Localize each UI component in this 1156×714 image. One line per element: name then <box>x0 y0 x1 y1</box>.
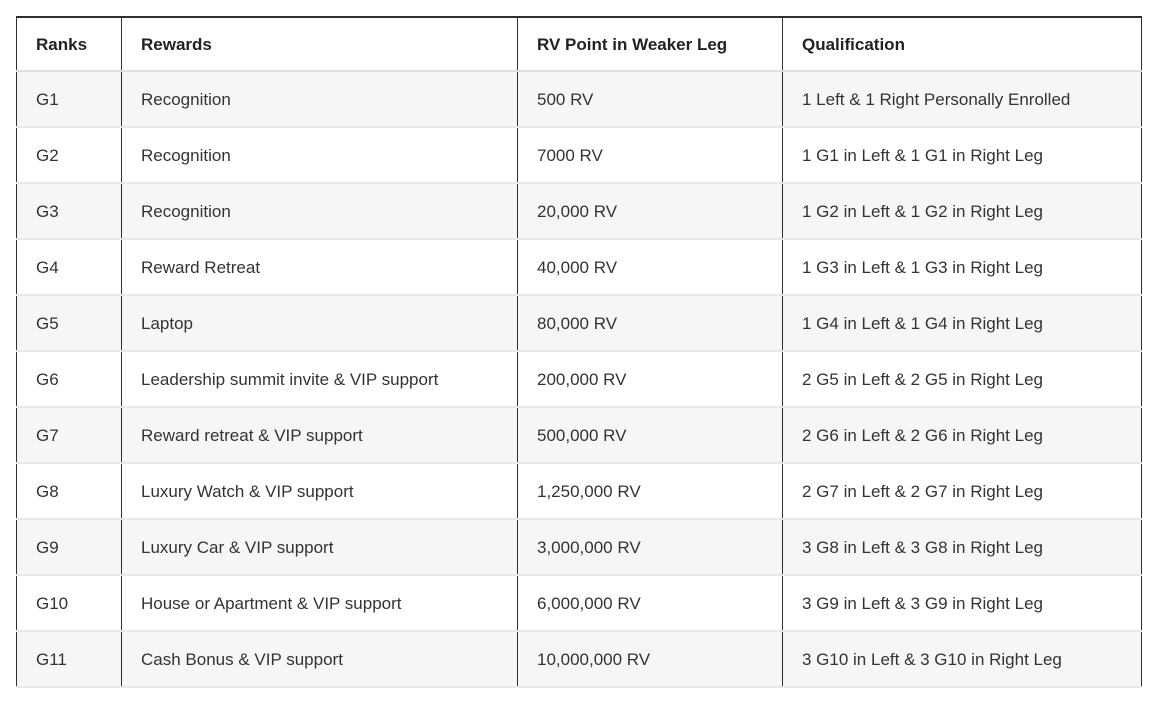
table-row <box>17 631 1142 687</box>
rv-point-cell: 500,000 RV <box>518 407 783 463</box>
qualification-cell: 2 G7 in Left & 2 G7 in Right Leg <box>783 463 1142 519</box>
rv-point-cell: 10,000,000 RV <box>518 631 783 687</box>
reward-cell: Recognition <box>122 71 518 127</box>
rank-cell: G4 <box>17 239 122 295</box>
table-row <box>17 71 1142 127</box>
reward-cell: Luxury Watch & VIP support <box>122 463 518 519</box>
qualification-cell: 3 G10 in Left & 3 G10 in Right Leg <box>783 631 1142 687</box>
table-row <box>17 575 1142 631</box>
reward-cell: Recognition <box>122 183 518 239</box>
reward-cell: House or Apartment & VIP support <box>122 575 518 631</box>
rank-cell: G3 <box>17 183 122 239</box>
rank-cell: G5 <box>17 295 122 351</box>
table-header-row <box>17 17 1142 71</box>
qualification-cell: 3 G9 in Left & 3 G9 in Right Leg <box>783 575 1142 631</box>
rank-cell: G7 <box>17 407 122 463</box>
rv-point-cell: 500 RV <box>518 71 783 127</box>
table-row <box>17 519 1142 575</box>
rank-cell: G11 <box>17 631 122 687</box>
qualification-cell: 1 G1 in Left & 1 G1 in Right Leg <box>783 127 1142 183</box>
rv-point-cell: 6,000,000 RV <box>518 575 783 631</box>
reward-cell: Luxury Car & VIP support <box>122 519 518 575</box>
reward-cell: Leadership summit invite & VIP support <box>122 351 518 407</box>
rank-cell: G1 <box>17 71 122 127</box>
table-row <box>17 183 1142 239</box>
rv-point-cell: 80,000 RV <box>518 295 783 351</box>
rv-point-cell: 1,250,000 RV <box>518 463 783 519</box>
reward-cell: Recognition <box>122 127 518 183</box>
qualification-cell: 1 G3 in Left & 1 G3 in Right Leg <box>783 239 1142 295</box>
qualification-cell: 2 G6 in Left & 2 G6 in Right Leg <box>783 407 1142 463</box>
ranks-rewards-table-container <box>16 16 1141 688</box>
table-row <box>17 127 1142 183</box>
rank-cell: G10 <box>17 575 122 631</box>
rank-cell: G9 <box>17 519 122 575</box>
column-header-ranks: Ranks <box>17 17 122 71</box>
column-header-rewards: Rewards <box>122 17 518 71</box>
column-header-qualification: Qualification <box>783 17 1142 71</box>
table-row <box>17 239 1142 295</box>
rv-point-cell: 200,000 RV <box>518 351 783 407</box>
rv-point-cell: 7000 RV <box>518 127 783 183</box>
qualification-cell: 1 G2 in Left & 1 G2 in Right Leg <box>783 183 1142 239</box>
reward-cell: Reward Retreat <box>122 239 518 295</box>
rank-cell: G2 <box>17 127 122 183</box>
rank-cell: G6 <box>17 351 122 407</box>
table-row <box>17 407 1142 463</box>
reward-cell: Cash Bonus & VIP support <box>122 631 518 687</box>
table-row <box>17 463 1142 519</box>
table-body <box>17 71 1142 687</box>
qualification-cell: 1 G4 in Left & 1 G4 in Right Leg <box>783 295 1142 351</box>
reward-cell: Reward retreat & VIP support <box>122 407 518 463</box>
qualification-cell: 2 G5 in Left & 2 G5 in Right Leg <box>783 351 1142 407</box>
rank-cell: G8 <box>17 463 122 519</box>
table-row <box>17 295 1142 351</box>
rv-point-cell: 20,000 RV <box>518 183 783 239</box>
rv-point-cell: 3,000,000 RV <box>518 519 783 575</box>
table-row <box>17 351 1142 407</box>
qualification-cell: 3 G8 in Left & 3 G8 in Right Leg <box>783 519 1142 575</box>
rv-point-cell: 40,000 RV <box>518 239 783 295</box>
column-header-rv-point: RV Point in Weaker Leg <box>518 17 783 71</box>
ranks-rewards-table <box>16 16 1142 688</box>
reward-cell: Laptop <box>122 295 518 351</box>
qualification-cell: 1 Left & 1 Right Personally Enrolled <box>783 71 1142 127</box>
